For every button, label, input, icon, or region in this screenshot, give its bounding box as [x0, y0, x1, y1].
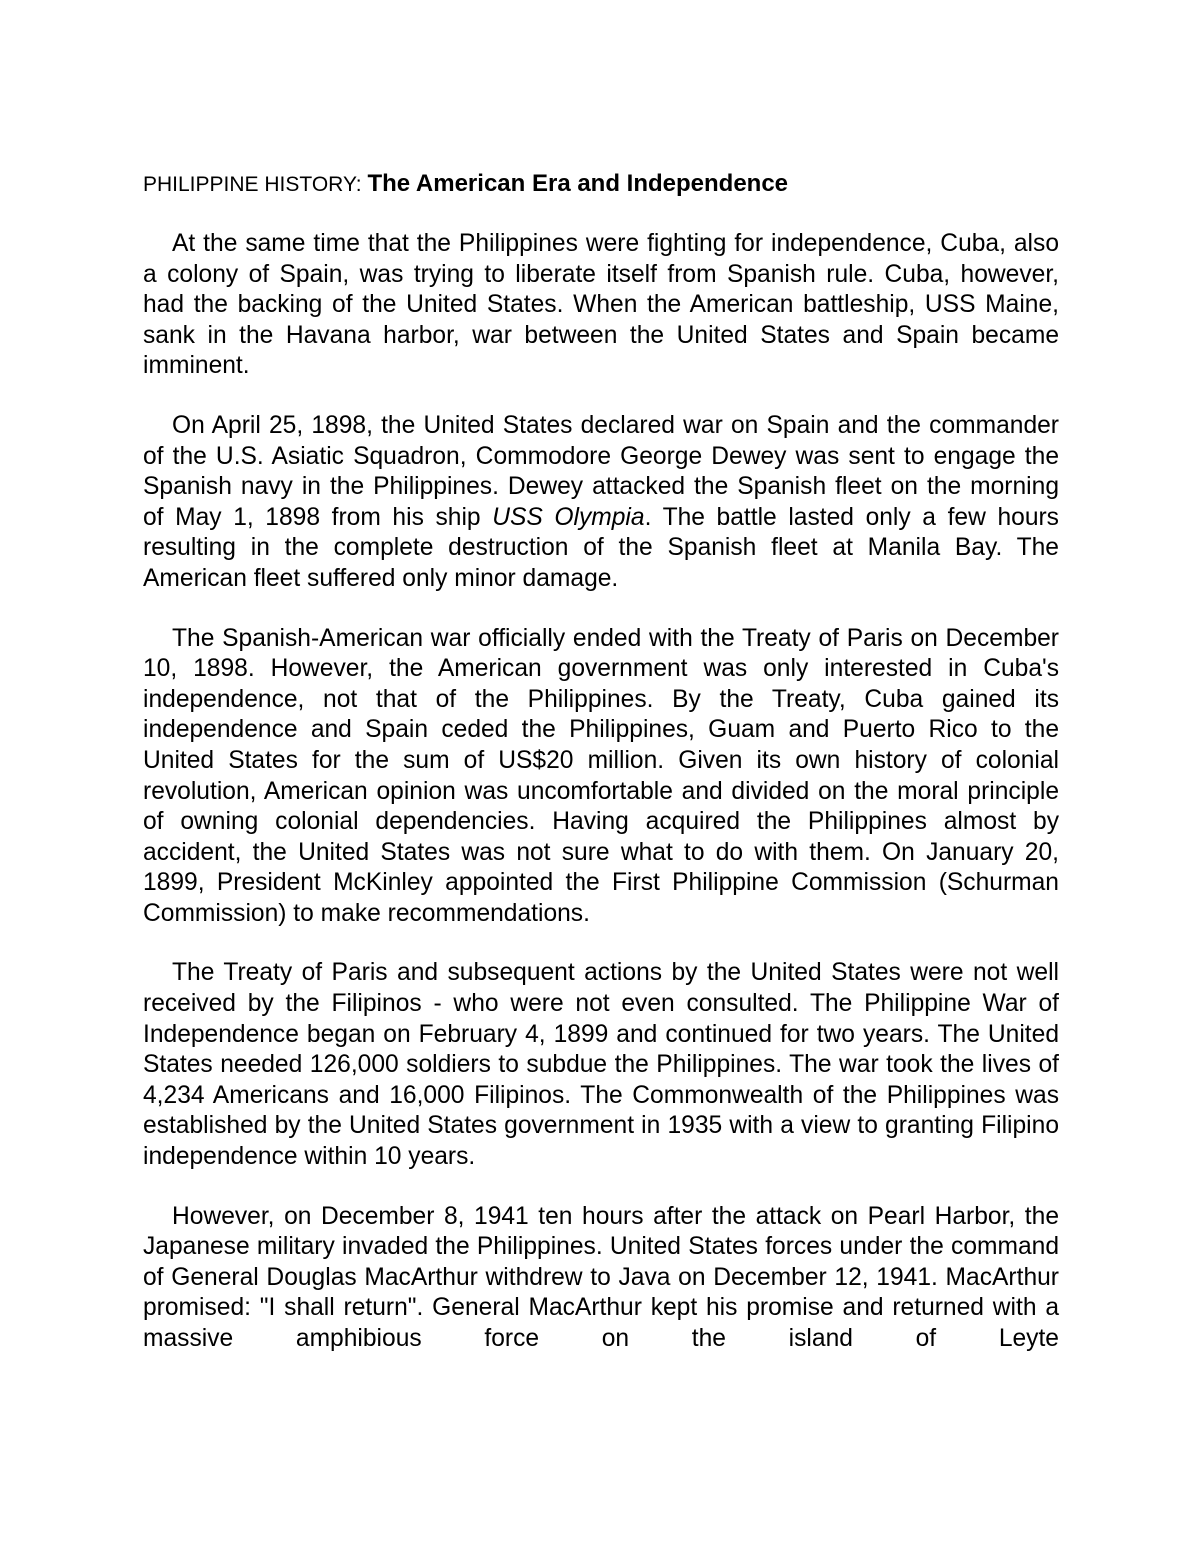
- paragraph-war-of-independence: The Treaty of Paris and subsequent actions by the United States were not well received by the Filipinos - who were not even consulted. The Philippine War of Independence began on February 4, 1899 and continued for two years. The United States needed 126,000 soldiers to subdue the Philippines. The war took the lives of 4,234 Americans and 16,000 Filipinos. The Commonwealth of the Philippines was established by the United States government in 1935 with a view to granting Filipino independence within 10 years.: [143, 959, 1059, 1171]
- paragraph-treaty-of-paris: The Spanish-American war officially ended with the Treaty of Paris on December 10, 1898. However, the American government was only interested in Cuba's independence, not that of the Philippines. By the Treaty, Cuba gained its independence and Spain ceded the Philippines, Guam and Puerto Rico to the United States for the sum of US$20 million. Given its own history of colonial revolution, American opinion was uncomfortable and divided on the moral principle of owning colonial dependencies. Having acquired the Philippines almost by accident, the United States was not sure what to do with them. On January 20, 1899, President McKinley appointed the First Philippine Commission (Schurman Commission) to make recommendations.: [143, 624, 1059, 927]
- ship-name-italic: USS Olympia: [492, 503, 645, 531]
- paragraph-battle-of-manila-bay: [143, 411, 1059, 595]
- paragraph-text-part: On April 25, 1898, the United States declared war on Spain and the commander of the U.S. Asiatic Squadron, Commodore George Dewey was sent to engage the Spanish navy in the Philippines. Dewey attacked the Spanish fleet on the morning of May 1, 1898 from his ship: [143, 411, 1059, 531]
- page-heading: [143, 168, 1059, 201]
- heading-title: The American Era and Independence: [367, 170, 789, 197]
- heading-subject-label: PHILIPPINE HISTORY:: [143, 173, 368, 196]
- paragraph-cuba-context: At the same time that the Philippines were fighting for independence, Cuba, also a colony of Spain, was trying to liberate itself from Spanish rule. Cuba, however, had the backing of the United States. When the American battleship, USS Maine, sank in the Havana harbor, war between the United States and Spain became imminent.: [143, 230, 1059, 380]
- paragraph-japanese-invasion: However, on December 8, 1941 ten hours after the attack on Pearl Harbor, the Japanese military invaded the Philippines. United States forces under the command of General Douglas MacArthur withdrew to Java on December 12, 1941. MacArthur promised: "I shall return". General MacArthur kept his promise and returned with a massive amphibious force on the island of Leyte: [143, 1202, 1059, 1352]
- paragraph-text-part: . The battle lasted only a few hours resulting in the complete destruction of the Spanish fleet at Manila Bay. The American fleet suffered only minor damage.: [143, 503, 1059, 592]
- document-body: [143, 168, 1059, 1355]
